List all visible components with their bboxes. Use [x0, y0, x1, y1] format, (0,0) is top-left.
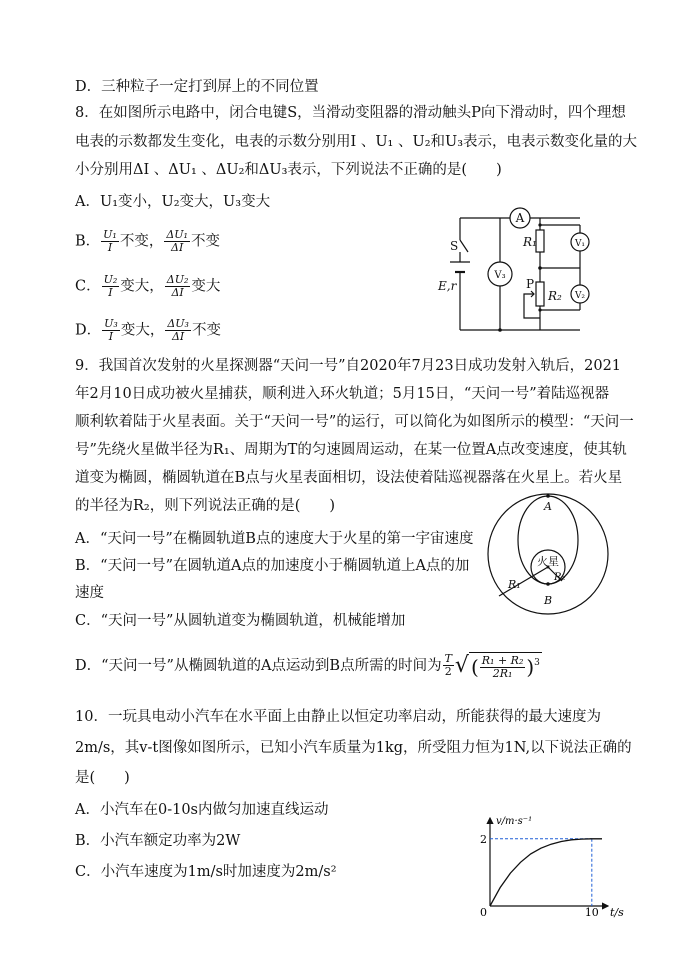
v3-label: V₃: [494, 270, 506, 281]
q7-option-d: D．三种粒子一定打到屏上的不同位置: [75, 79, 319, 95]
q10-stem-line2: 2m/s，其v-t图像如图所示，已知小汽车质量为1kg，所受阻力恒为1N,以下说法正确的: [75, 740, 632, 756]
q10-option-b: B．小汽车额定功率为2W: [75, 833, 241, 849]
q9-stem-line4: 号”先绕火星做半径为R₁、周期为T的匀速圆周运动，在某一位置A点改变速度，使其轨: [75, 442, 627, 458]
q9-option-c: C．“天问一号”从圆轨道变为椭圆轨道，机械能增加: [75, 613, 406, 629]
q8-option-c: C． $\frac{\text{U₂}}{I}$ 变大， $\frac{\text{ΔU₂}}{\Delta I}$ 变大: [75, 273, 221, 299]
v2-label: V₂: [574, 291, 586, 301]
switch-label: S: [450, 239, 459, 253]
q9-stem-line6: 的半径为R₂，则下列说法正确的是( ): [75, 498, 336, 514]
point-b-label: B: [543, 594, 553, 607]
point-a-label: A: [544, 500, 552, 513]
circuit-diagram: [430, 200, 600, 340]
r1-label: R₁: [523, 235, 537, 249]
q10-stem-line3: 是( ): [75, 770, 130, 786]
q8-option-d: D． $\frac{\text{U₃}}{I}$ 变大， $\frac{\text{ΔU₃}}{\Delta I}$ 不变: [75, 317, 221, 343]
series-line: [490, 839, 602, 906]
q10-stem-line1: 10．一玩具电动小汽车在水平面上由静止以恒定功率启动，所能获得的最大速度为: [75, 709, 601, 725]
v1-label: V₁: [574, 239, 586, 249]
q9-option-a: A．“天问一号”在椭圆轨道B点的速度大于火星的第一宇宙速度: [75, 531, 474, 547]
mars-label: 火星: [537, 555, 559, 568]
q9-stem-line5: 道变为椭圆，椭圆轨道在B点与火星表面相切，设法使着陆巡视器落在火星上。若火星: [75, 470, 623, 486]
q10-option-a: A．小汽车在0-10s内做匀加速直线运动: [75, 802, 329, 818]
orbit-diagram: [484, 488, 614, 622]
y-axis-label: v/m·s⁻¹: [496, 816, 533, 827]
q9-option-b-line2: 速度: [75, 585, 104, 601]
x-axis-label: t/s: [610, 906, 624, 919]
q8-stem-line3: 小分别用ΔI 、ΔU₁ 、ΔU₂和ΔU₃表示，下列说法不正确的是( ): [75, 162, 502, 178]
q9-option-b-line1: B．“天问一号”在圆轨道A点的加速度小于椭圆轨道上A点的加: [75, 558, 470, 574]
q8-stem-line1: 8．在如图所示电路中，闭合电键S，当滑动变阻器的滑动触头P向下滑动时，四个理想: [75, 105, 626, 121]
x-tick-label: 10: [584, 906, 599, 919]
orbit-r1-label: R₁: [508, 578, 521, 591]
q8-option-a: A．U₁变小，U₂变大，U₃变大: [75, 194, 271, 210]
q9-stem-line3: 顺利软着陆于火星表面。关于“天问一号”的运行，可以简化为如图所示的模型：“天问一: [75, 414, 634, 430]
q9-stem-line1: 9．我国首次发射的火星探测器“天问一号”自2020年7月23日成功发射入轨后，2021: [75, 358, 622, 374]
q9-stem-line2: 年2月10日成功被火星捕获，顺利进入环火轨道；5月15日，“天问一号”着陆巡视器: [75, 386, 610, 402]
ammeter-label: A: [515, 211, 525, 225]
y-tick-label: 2: [480, 832, 487, 846]
x-tick-label: 0: [480, 906, 487, 919]
q8-option-b: B． $\frac{\text{U₁}}{I}$ 不变， $\frac{\text{ΔU₁}}{\Delta I}$ 不变: [75, 228, 220, 254]
vt-chart: [470, 812, 624, 922]
r2-label: R₂: [548, 289, 562, 303]
q9-option-d: D．“天问一号”从椭圆轨道的A点运动到B点所需的时间为 $\frac{T}{2}$ √ ( $\frac{\text{R₁ + R₂}}{\text{2R₁}}$ )$^3$: [75, 652, 540, 680]
source-label: E,r: [438, 279, 457, 293]
q8-stem-line2: 电表的示数都发生变化，电表的示数分别用I 、U₁ 、U₂和U₃表示，电表示数变化量的大: [75, 134, 638, 150]
slider-label: P: [526, 277, 535, 291]
orbit-r2-label: R₂: [554, 572, 566, 583]
q10-option-c: C．小汽车速度为1m/s时加速度为2m/s²: [75, 864, 337, 880]
